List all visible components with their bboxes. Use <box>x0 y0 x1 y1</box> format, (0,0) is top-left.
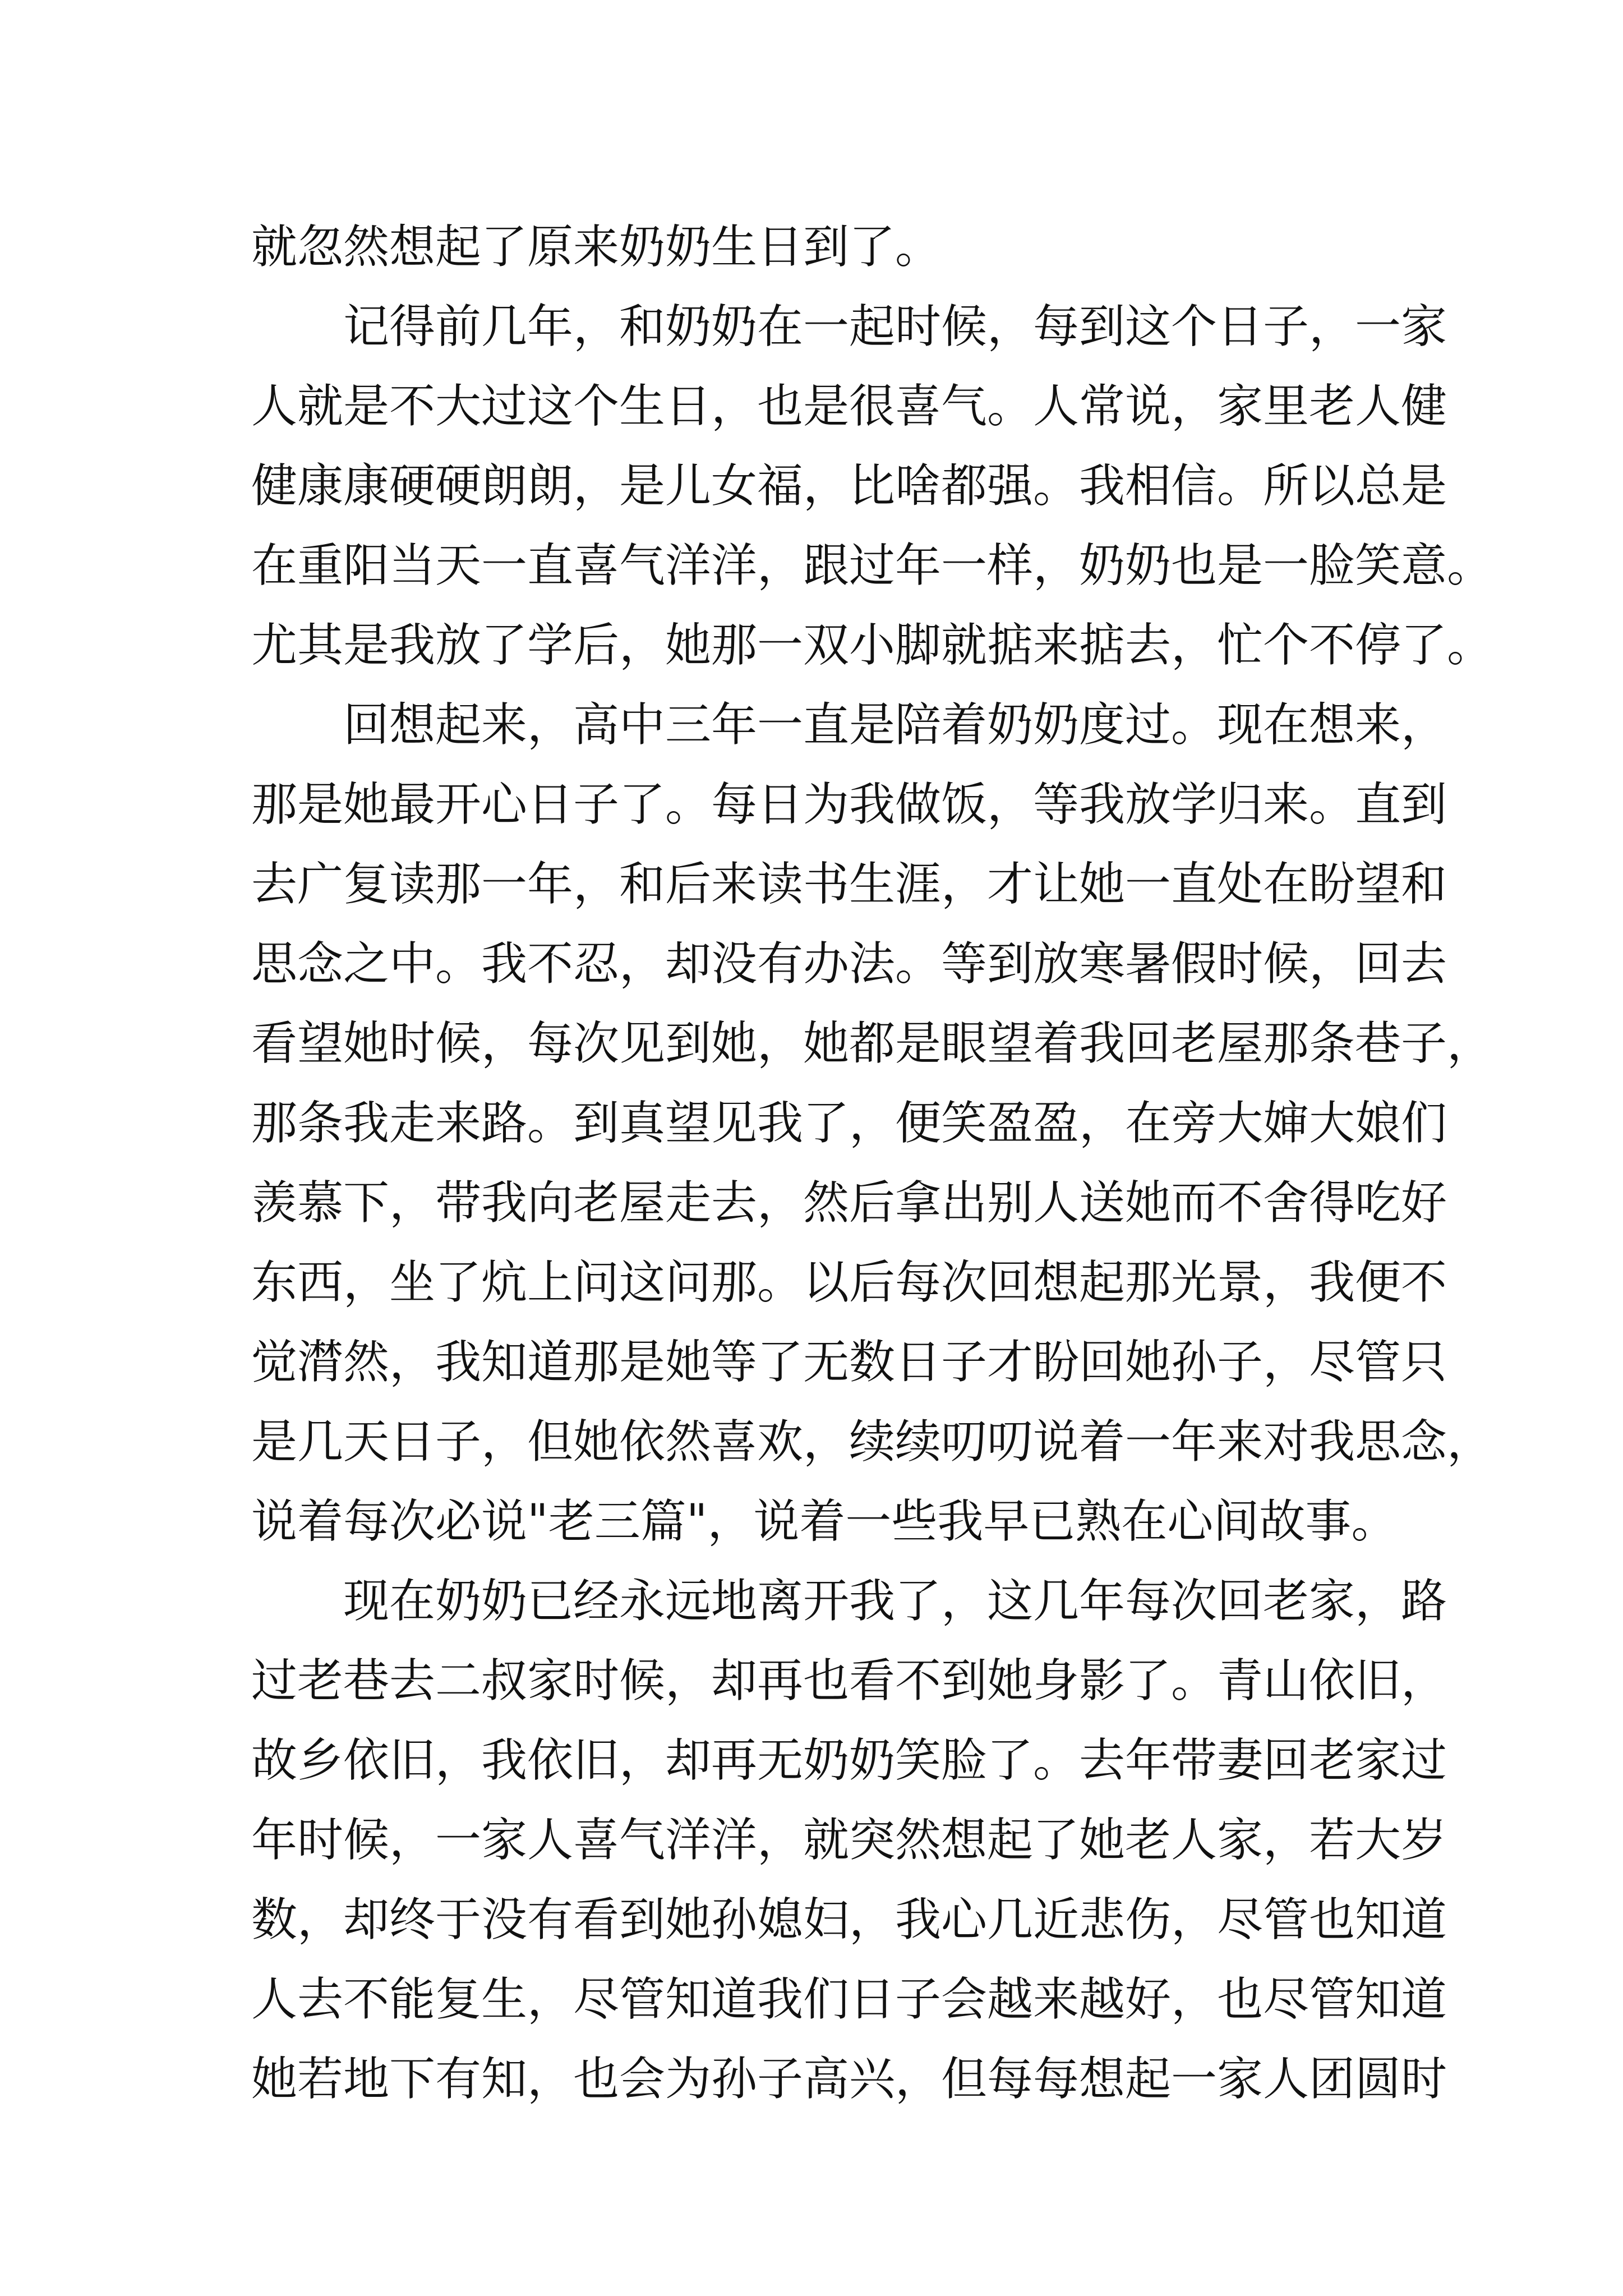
text-line: 回想起来，高中三年一直是陪着奶奶度过。现在想来， <box>343 698 1447 752</box>
text-line: 是几天日子，但她依然喜欢，续续叨叨说着一年来对我思念， <box>251 1415 1493 1469</box>
text-line: 年时候，一家人喜气洋洋，就突然想起了她老人家，若大岁 <box>251 1814 1447 1867</box>
text-line: 在重阳当天一直喜气洋洋，跟过年一样，奶奶也是一脸笑意。 <box>251 539 1493 592</box>
text-line: 数，却终于没有看到她孙媳妇，我心几近悲伤，尽管也知道 <box>251 1893 1447 1947</box>
paragraph-3 <box>251 685 1493 1562</box>
text-line: 过老巷去二叔家时候，却再也看不到她身影了。青山依旧， <box>251 1654 1447 1708</box>
text-line: 故乡依旧，我依旧，却再无奶奶笑脸了。去年带妻回老家过 <box>251 1734 1447 1787</box>
text-line: 羡慕下，带我向老屋走去，然后拿出别人送她而不舍得吃好 <box>251 1176 1447 1230</box>
text-line: 人就是不大过这个生日，也是很喜气。人常说，家里老人健 <box>251 380 1447 433</box>
text-line: 记得前几年，和奶奶在一起时候，每到这个日子，一家 <box>343 300 1447 353</box>
text-line: 就忽然想起了原来奶奶生日到了。 <box>251 220 942 274</box>
text-line: 现在奶奶已经永远地离开我了，这几年每次回老家，路 <box>343 1575 1447 1628</box>
text-line: 说着每次必说"老三篇"，说着一些我早已熟在心间故事。 <box>251 1495 1398 1548</box>
paragraph-2 <box>251 287 1493 685</box>
text-line: 去广复读那一年，和后来读书生涯，才让她一直处在盼望和 <box>251 858 1447 911</box>
text-line: 尤其是我放了学后，她那一双小脚就掂来掂去，忙个不停了。 <box>251 619 1493 672</box>
text-line: 思念之中。我不忍，却没有办法。等到放寒暑假时候，回去 <box>251 937 1447 991</box>
paragraph-4 <box>251 1562 1447 2119</box>
document-body <box>251 208 1493 2119</box>
text-line: 那是她最开心日子了。每日为我做饭，等我放学归来。直到 <box>251 778 1447 831</box>
paragraph-1 <box>251 208 1390 287</box>
text-line: 那条我走来路。到真望见我了，便笑盈盈，在旁大婶大娘们 <box>251 1097 1447 1150</box>
text-line: 健康康硬硬朗朗，是儿女福，比啥都强。我相信。所以总是 <box>251 459 1447 513</box>
text-line: 觉潸然，我知道那是她等了无数日子才盼回她孙子，尽管只 <box>251 1336 1447 1389</box>
text-line: 人去不能复生，尽管知道我们日子会越来越好，也尽管知道 <box>251 1973 1447 2026</box>
text-line: 东西，坐了炕上问这问那。以后每次回想起那光景，我便不 <box>251 1256 1447 1309</box>
text-line: 她若地下有知，也会为孙子高兴，但每每想起一家人团圆时 <box>251 2053 1447 2106</box>
text-line: 看望她时候，每次见到她，她都是眼望着我回老屋那条巷子， <box>251 1017 1493 1070</box>
